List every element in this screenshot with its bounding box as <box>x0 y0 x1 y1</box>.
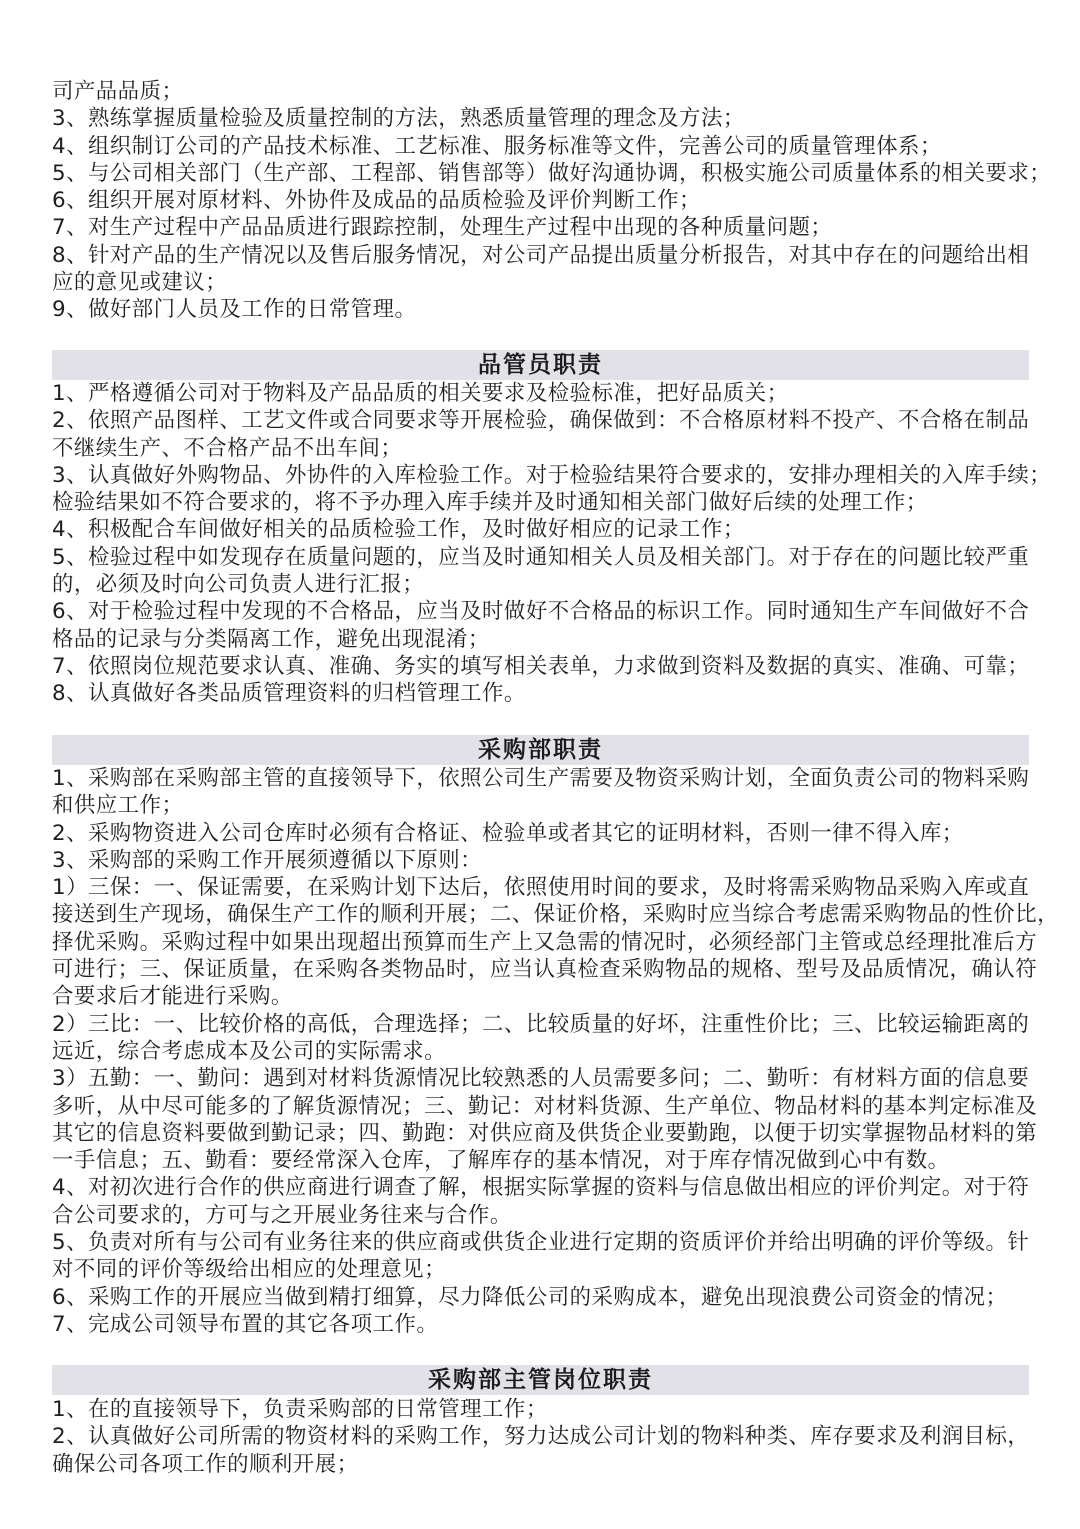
text-line: 3、采购部的采购工作开展须遵循以下原则： <box>52 847 483 873</box>
text-line: 1、采购部在采购部主管的直接领导下，依照公司生产需要及物资采购计划，全面负责公司的物料采购 <box>52 766 1030 791</box>
text-line: 2）三比：一、比较价格的高低，合理选择；二、比较质量的好坏，注重性价比；三、比较运输距离的 <box>52 1011 1030 1037</box>
text-line: 6、采购工作的开展应当做到精打细算，尽力降低公司的采购成本，避免出现浪费公司资金的情况； <box>52 1284 1008 1310</box>
text-line: 2、认真做好公司所需的物资材料的采购工作，努力达成公司计划的物料种类、库存要求及利润目标， <box>52 1424 1030 1450</box>
section-body <box>52 765 1059 1338</box>
text-line: 3）五勤：一、勤问：遇到对材料货源情况比较熟悉的人员需要多问；二、勤听：有材料方面的信息要 <box>52 1066 1030 1092</box>
text-line: 5、负责对所有与公司有业务往来的供应商或供货企业进行定期的资质评价并给出明确的评价等级。针 <box>52 1230 1030 1256</box>
text-line: 的，必须及时向公司负责人进行汇报； <box>52 572 425 598</box>
text-line: 合要求后才能进行采购。 <box>52 984 293 1010</box>
section-heading: 品管员职责 <box>52 350 1029 380</box>
section-heading: 采购部职责 <box>52 735 1029 765</box>
text-line: 确保公司各项工作的顺利开展； <box>52 1451 359 1477</box>
text-line: 司产品品质； <box>52 79 184 104</box>
section-body <box>52 1396 1032 1478</box>
text-line: 3、认真做好外购物品、外协件的入库检验工作。对于检验结果符合要求的，安排办理相关的入库手续； <box>52 462 1052 488</box>
text-line: 8、针对产品的生产情况以及售后服务情况，对公司产品提出质量分析报告，对其中存在的问题给出相 <box>52 242 1030 268</box>
text-line: 对不同的评价等级给出相应的处理意见； <box>52 1257 447 1283</box>
text-line: 1、严格遵循公司对于物料及产品品质的相关要求及检验标准，把好品质关； <box>52 381 789 406</box>
section-heading: 采购部主管岗位职责 <box>52 1365 1029 1395</box>
text-line: 1）三保：一、保证需要，在采购计划下达后，依照使用时间的要求，及时将需采购物品采购入库或直 <box>52 875 1030 901</box>
text-line: 格品的记录与分类隔离工作，避免出现混淆； <box>52 626 490 652</box>
text-line: 可进行；三、保证质量，在采购各类物品时，应当认真检查采购物品的规格、型号及品质情况，确认符 <box>52 957 1038 983</box>
text-line: 3、熟练掌握质量检验及质量控制的方法，熟悉质量管理的理念及方法； <box>52 106 745 132</box>
text-line: 5、检验过程中如发现存在质量问题的，应当及时通知相关人员及相关部门。对于存在的问题比较严重 <box>52 544 1030 570</box>
text-line: 4、对初次进行合作的供应商进行调查了解，根据实际掌握的资料与信息做出相应的评价判定。对于符 <box>52 1175 1030 1201</box>
text-line: 8、认真做好各类品质管理资料的归档管理工作。 <box>52 681 526 707</box>
text-line: 9、做好部门人员及工作的日常管理。 <box>52 297 417 323</box>
text-line: 检验结果如不符合要求的，将不予办理入库手续并及时通知相关部门做好后续的处理工作； <box>52 490 928 516</box>
text-line: 6、组织开展对原材料、外协件及成品的品质检验及评价判断工作； <box>52 188 701 214</box>
text-line: 5、与公司相关部门（生产部、工程部、销售部等）做好沟通协调，积极实施公司质量体系的相关要求； <box>52 160 1052 186</box>
text-line: 7、对生产过程中产品品质进行跟踪控制，处理生产过程中出现的各种质量问题； <box>52 215 833 241</box>
text-line: 合公司要求的，方可与之开展业务往来与合作。 <box>52 1202 512 1228</box>
text-line: 多听，从中尽可能多的了解货源情况；三、勤记：对材料货源、生产单位、物品材料的基本判定标准及 <box>52 1093 1038 1119</box>
text-line: 2、依照产品图样、工艺文件或合同要求等开展检验，确保做到：不合格原材料不投产、不合格在制品 <box>52 408 1030 434</box>
text-line: 应的意见或建议； <box>52 270 228 296</box>
text-line: 不继续生产、不合格产品不出车间； <box>52 435 403 461</box>
text-line: 一手信息；五、勤看：要经常深入仓库，了解库存的基本情况，对于库存情况做到心中有数。 <box>52 1148 950 1174</box>
text-line: 4、组织制订公司的产品技术标准、工艺标准、服务标准等文件，完善公司的质量管理体系； <box>52 133 942 159</box>
text-line: 和供应工作； <box>52 793 184 819</box>
continuation-text <box>52 78 1052 324</box>
text-line: 接送到生产现场，确保生产工作的顺利开展；二、保证价格，采购时应当综合考虑需采购物品的性价比， <box>52 902 1059 928</box>
text-line: 7、完成公司领导布置的其它各项工作。 <box>52 1311 439 1337</box>
text-line: 1、在的直接领导下，负责采购部的日常管理工作； <box>52 1397 548 1422</box>
text-line: 6、对于检验过程中发现的不合格品，应当及时做好不合格品的标识工作。同时通知生产车间做好不合 <box>52 599 1030 625</box>
section-body <box>52 380 1052 708</box>
text-line: 远近，综合考虑成本及公司的实际需求。 <box>52 1038 447 1064</box>
text-line: 2、采购物资进入公司仓库时必须有合格证、检验单或者其它的证明材料，否则一律不得入库； <box>52 820 964 846</box>
text-line: 7、依照岗位规范要求认真、准确、务实的填写相关表单，力求做到资料及数据的真实、准确、可靠； <box>52 653 1030 679</box>
text-line: 4、积极配合车间做好相关的品质检验工作，及时做好相应的记录工作； <box>52 517 745 543</box>
text-line: 择优采购。采购过程中如果出现超出预算而生产上又急需的情况时，必须经部门主管或总经理批准后方 <box>52 929 1038 955</box>
text-line: 其它的信息资料要做到勤记录；四、勤跑：对供应商及供货企业要勤跑，以便于切实掌握物品材料的第 <box>52 1120 1038 1146</box>
